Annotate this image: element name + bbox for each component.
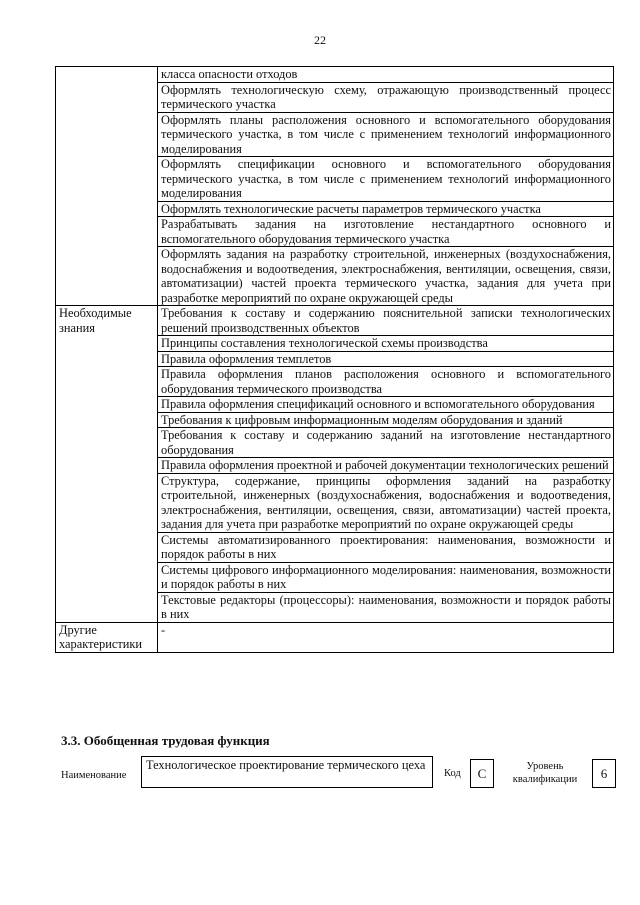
action-item: класса опасности отходов xyxy=(158,67,614,83)
knowledge-item: Системы цифрового информационного моделирования: наименования, возможности и порядок работы в них xyxy=(158,562,614,592)
table-row xyxy=(56,622,614,652)
code-value: C xyxy=(470,759,494,788)
code-label: Код xyxy=(444,768,461,779)
labor-actions-table xyxy=(55,66,614,653)
action-item: Оформлять задания на разработку строительной, инженерных (воздухоснабжения, водоснабжения и водоотведения, электроснабжения, вентиляции, освещения, связи, автоматизации) частей проекта термического участка, задания для учета при разработке мероприятий по охране окружающей среды xyxy=(158,247,614,306)
name-label: Наименование xyxy=(61,770,127,781)
action-item: Оформлять спецификации основного и вспомогательного оборудования термического участка, в том числе с применением технологий информационного моделирования xyxy=(158,157,614,202)
knowledge-item: Структура, содержание, принципы оформления заданий на разработку строительной, инженерных (воздухоснабжения, водоснабжения и водоотведения, электроснабжения, вентиляции, освещения, связи, автоматизации) частей проекта, задания для учета при разработке мероприятий по охране окружающей среды xyxy=(158,473,614,532)
knowledge-item: Правила оформления проектной и рабочей документации технологических решений xyxy=(158,458,614,474)
knowledge-item: Правила оформления планов расположения основного и вспомогательного оборудования термического производства xyxy=(158,367,614,397)
action-item: Оформлять технологические расчеты параметров термического участка xyxy=(158,201,614,217)
knowledge-item: Требования к составу и содержанию заданий на изготовление нестандартного оборудования xyxy=(158,428,614,458)
table-row xyxy=(56,67,614,83)
action-item: Оформлять технологическую схему, отражающую производственный процесс термического участка xyxy=(158,82,614,112)
knowledge-item: Требования к цифровым информационным моделям оборудования и зданий xyxy=(158,412,614,428)
qualification-level-label: Уровень квалификации xyxy=(512,761,578,785)
other-label: Другие характеристики xyxy=(56,622,158,652)
row-label-empty xyxy=(56,67,158,306)
action-item: Оформлять планы расположения основного и вспомогательного оборудования термического участка, в том числе с применением технологий информационного моделирования xyxy=(158,112,614,157)
action-item: Разрабатывать задания на изготовление нестандартного основного и вспомогательного оборудования термического участка xyxy=(158,217,614,247)
knowledge-item: Текстовые редакторы (процессоры): наименования, возможности и порядок работы в них xyxy=(158,592,614,622)
knowledge-item: Принципы составления технологической схемы производства xyxy=(158,336,614,352)
knowledge-item: Правила оформления темплетов xyxy=(158,351,614,367)
page-number: 22 xyxy=(314,33,326,47)
other-value: - xyxy=(158,622,614,652)
section-title: 3.3. Обобщенная трудовая функция xyxy=(61,733,270,748)
qualification-level-value: 6 xyxy=(592,759,616,788)
table-row xyxy=(56,306,614,336)
knowledge-item: Требования к составу и содержанию пояснительной записки технологических решений производственных объектов xyxy=(158,306,614,336)
knowledge-item: Правила оформления спецификаций основного и вспомогательного оборудования xyxy=(158,397,614,413)
knowledge-item: Системы автоматизированного проектирования: наименования, возможности и порядок работы в них xyxy=(158,532,614,562)
function-name-value: Технологическое проектирование термического цеха xyxy=(141,756,433,788)
knowledge-label: Необходимые знания xyxy=(56,306,158,623)
